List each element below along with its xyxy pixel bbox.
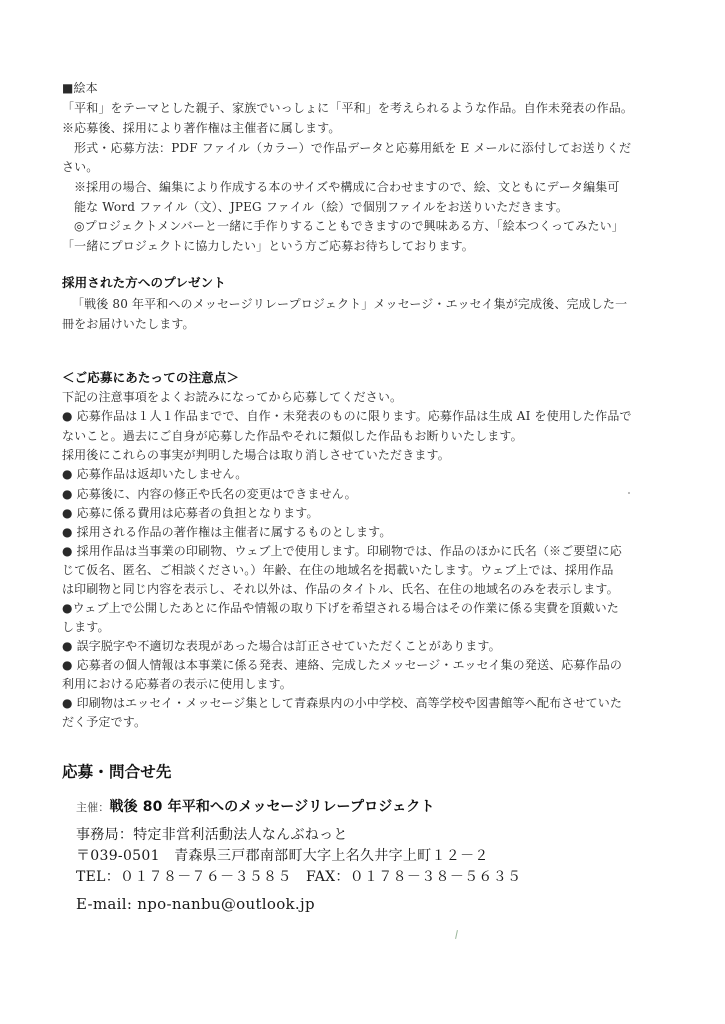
picture-book-line: ◎プロジェクトメンバーと一緒に手作りすることもできますので興味ある方、「絵本つくってみたい」 bbox=[74, 219, 624, 233]
notes-line: ● 応募後に、内容の修正や氏名の変更はできません。 bbox=[62, 487, 357, 501]
notes-line: ● 採用作品は当事業の印刷物、ウェブ上で使用します。印刷物では、作品のほかに氏名（※ご要望に応 bbox=[62, 544, 622, 558]
contact-heading: 応募・問合せ先 bbox=[62, 763, 172, 781]
notes-line: ないこと。過去にご自身が応募した作品やそれに類似した作品もお断りいたします。 bbox=[62, 429, 523, 443]
organizer-name: 戦後 80 年平和へのメッセージリレープロジェクト bbox=[109, 799, 435, 815]
notes-line: ● 応募作品は返却いたしません。 bbox=[62, 467, 248, 481]
picture-book-line: ※応募後、採用により著作権は主催者に属します。 bbox=[62, 121, 341, 135]
picture-book-line: 「平和」をテーマとした親子、家族でいっしょに「平和」を考えられるような作品。自作未発表の作品。 bbox=[62, 101, 634, 115]
notes-line: じて仮名、匿名、ご相談ください。）年齢、在住の地域名を掲載いたします。ウェブ上では、採用作品 bbox=[62, 563, 614, 577]
picture-book-line: ※採用の場合、編集により作成する本のサイズや構成に合わせますので、絵、文ともにデータ編集可 bbox=[74, 180, 620, 194]
present-heading: 採用された方へのプレゼント bbox=[62, 275, 226, 290]
notes-line: ● 誤字脱字や不適切な表現があった場合は訂正させていただくことがあります。 bbox=[62, 639, 501, 653]
picture-book-line: 形式・応募方法：PDF ファイル（カラー）で作品データと応募用紙を E メールに添付してお送りくだ bbox=[74, 141, 632, 155]
notes-line: ●ウェブ上で公開したあとに作品や情報の取り下げを希望される場合はその作業に係る実費を頂戴いた bbox=[62, 601, 619, 615]
organizer-label: 主催： bbox=[76, 801, 110, 814]
notes-line: 利用における応募者の表示に使用します。 bbox=[62, 677, 292, 691]
notes-line: だく予定です。 bbox=[62, 715, 147, 729]
notes-line: は印刷物と同じ内容を表示し、それ以外は、作品のタイトル、氏名、在住の地域名のみを表示します。 bbox=[62, 582, 619, 596]
address-line: 〒039-0501 青森県三戸郡南部町大字上名久井字上町１２－２ bbox=[76, 848, 489, 864]
scan-speck bbox=[455, 930, 458, 939]
office-line: 事務局：特定非営利活動法人なんぶねっと bbox=[76, 827, 348, 843]
picture-book-heading: ■絵本 bbox=[62, 81, 98, 95]
organizer-row bbox=[76, 797, 435, 818]
notes-heading: ＜ご応募にあたっての注意点＞ bbox=[62, 370, 240, 385]
notes-line: ● 印刷物はエッセイ・メッセージ集として青森県内の小中学校、高等学校や図書館等へ配布させていた bbox=[62, 696, 623, 710]
picture-book-line: さい。 bbox=[62, 160, 99, 174]
present-line: 冊をお届けいたします。 bbox=[62, 317, 195, 331]
notes-line: ● 応募に係る費用は応募者の負担となります。 bbox=[62, 506, 319, 520]
phone-fax-line: TEL：０１７８－７６－３５８５ FAX：０１７８－３８－５６３５ bbox=[76, 869, 522, 885]
picture-book-line: 「一緒にプロジェクトに協力したい」という方ご応募お待ちしております。 bbox=[62, 239, 474, 253]
notes-line: 下記の注意事項をよくお読みになってから応募してください。 bbox=[62, 390, 403, 404]
present-line: 「戦後 80 年平和へのメッセージリレープロジェクト」メッセージ・エッセイ集が完成後、完成した一 bbox=[72, 297, 628, 311]
notes-line: ● 応募作品は１人１作品までで、自作・未発表のものに限ります。応募作品は生成 AI を使用した作品で bbox=[62, 409, 632, 423]
picture-book-line: 能な Word ファイル（文）、JPEG ファイル（絵）で個別ファイルをお送りいただきます。 bbox=[74, 200, 569, 214]
email-line: E-mail: npo-nanbu@outlook.jp bbox=[76, 895, 315, 913]
notes-line: ● 応募者の個人情報は本事業に係る発表、連絡、完成したメッセージ・エッセイ集の発送、応募作品の bbox=[62, 658, 623, 672]
scan-speck bbox=[628, 492, 630, 494]
notes-line: 採用後にこれらの事実が判明した場合は取り消しさせていただきます。 bbox=[62, 448, 450, 462]
notes-line: ● 採用される作品の著作権は主催者に属するものとします。 bbox=[62, 525, 392, 539]
notes-line: します。 bbox=[62, 620, 110, 634]
